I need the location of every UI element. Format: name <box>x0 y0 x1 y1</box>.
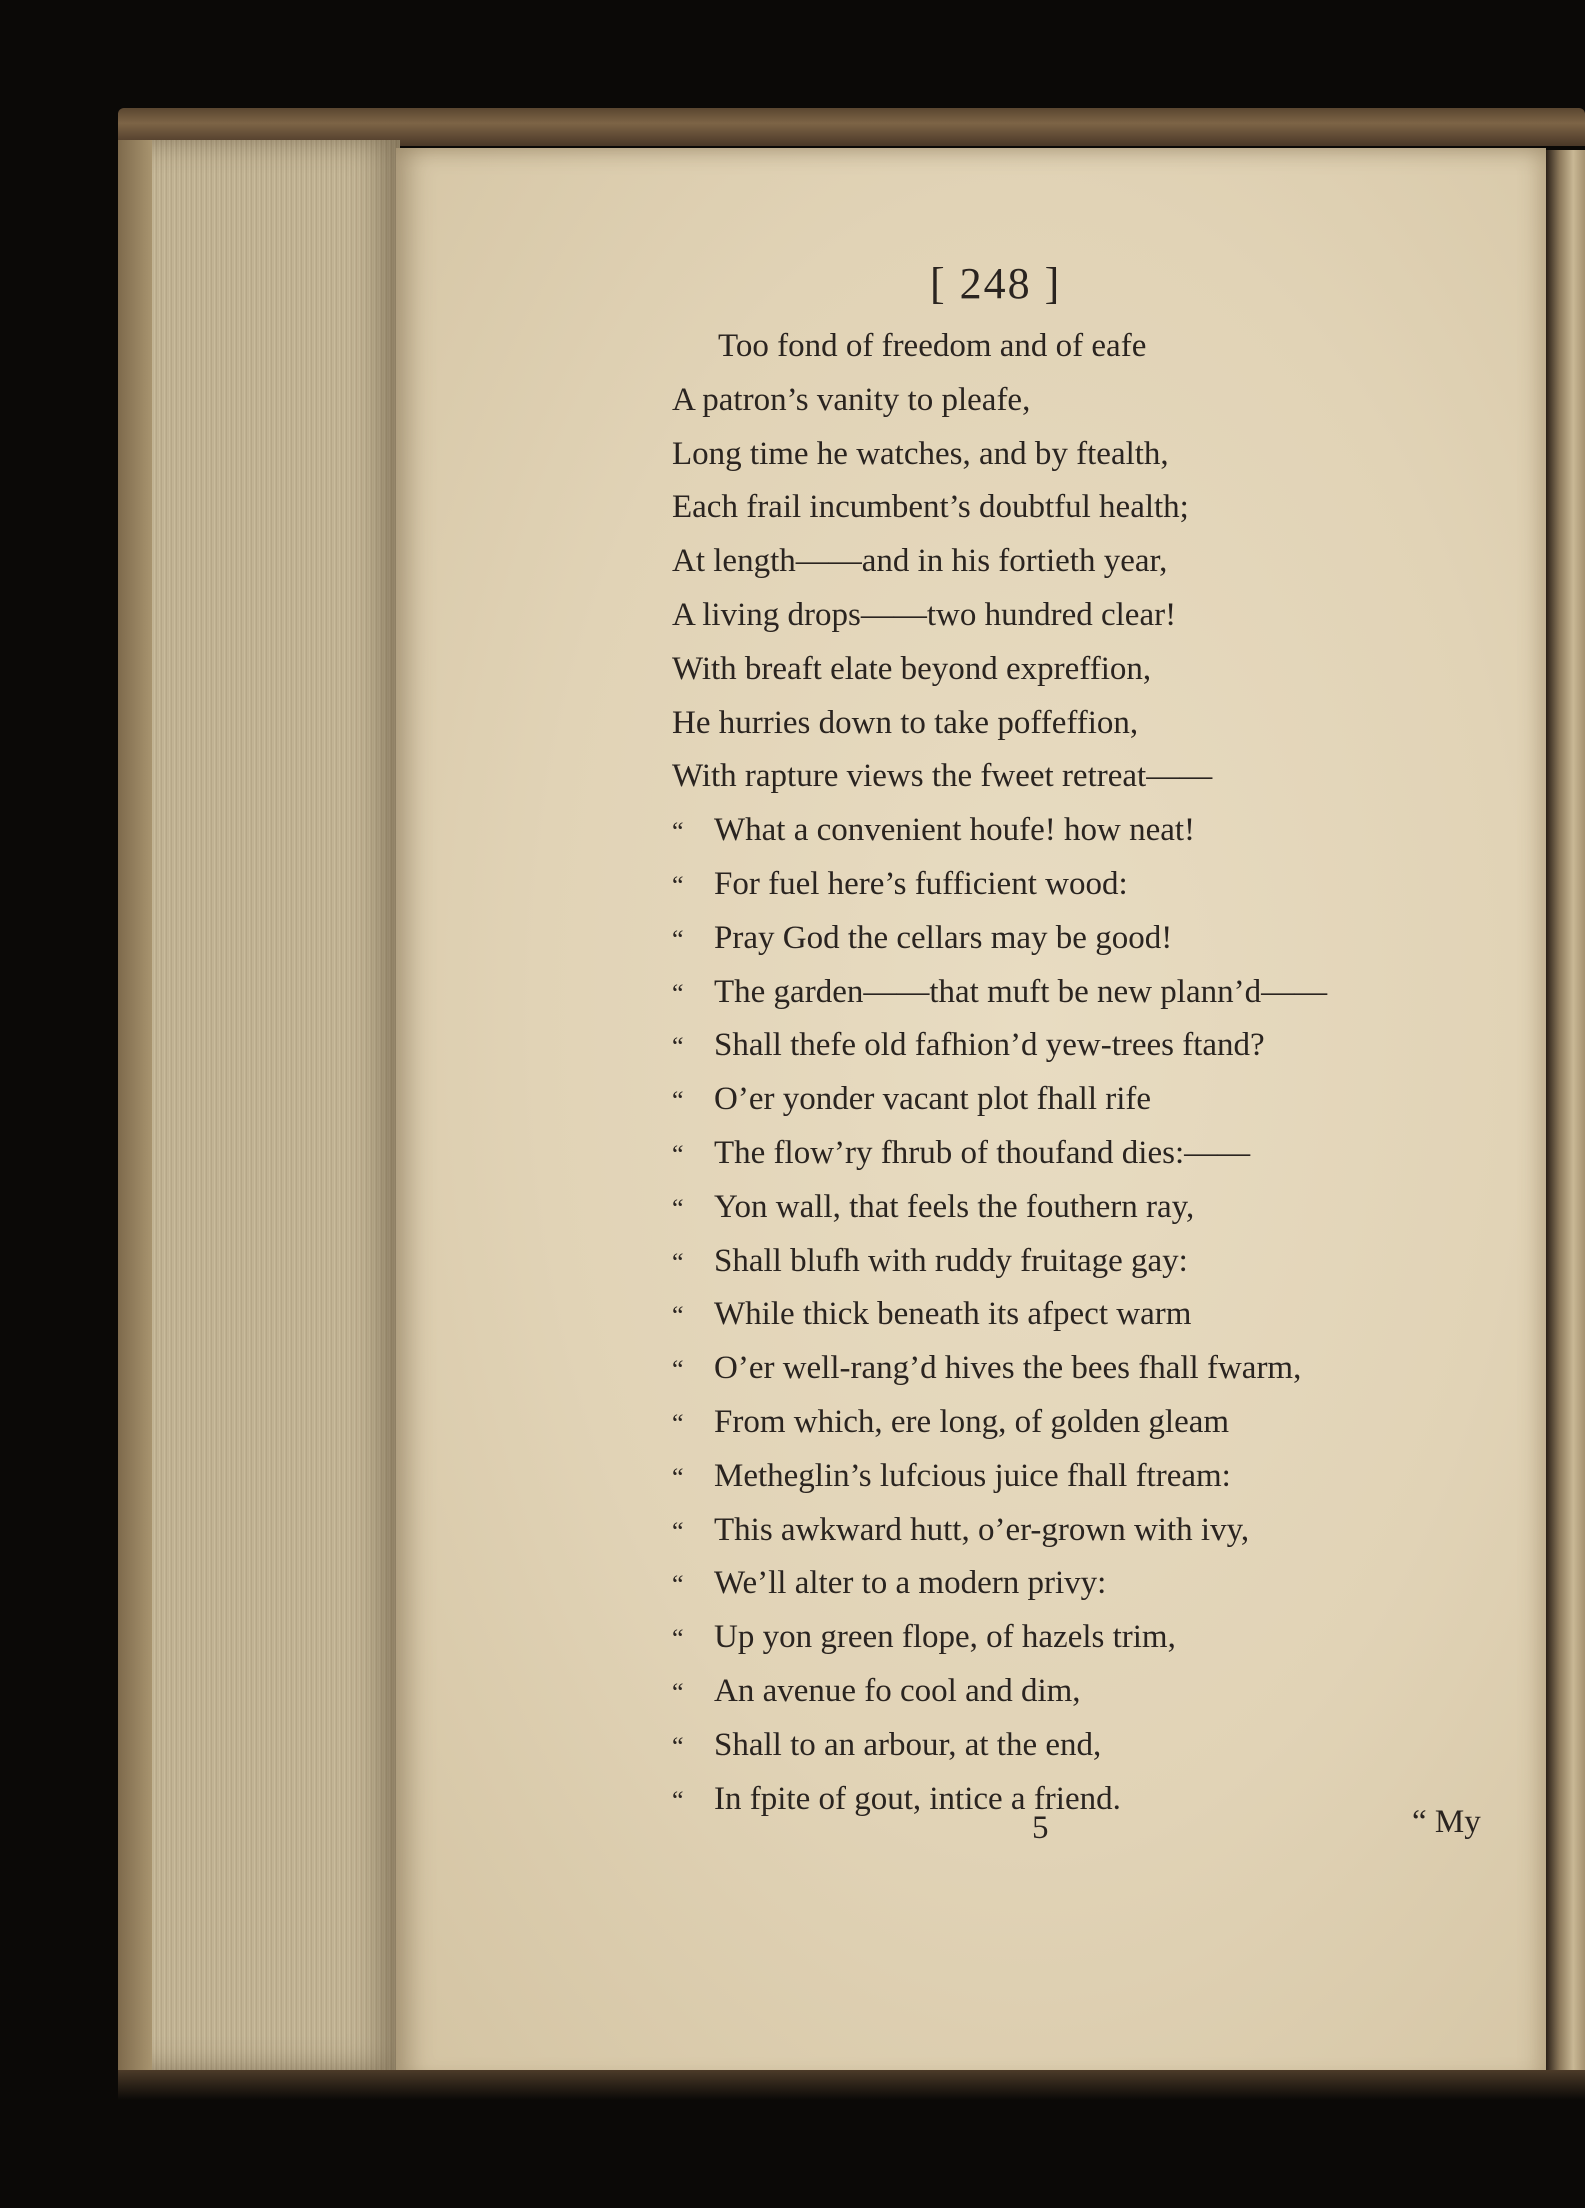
poem-line-text: Metheglin’s lufcious juice fhall ftream: <box>714 1457 1231 1494</box>
quotation-mark: “ <box>672 1462 684 1492</box>
quotation-mark: “ <box>672 1785 684 1815</box>
poem-line <box>672 1719 1327 1773</box>
quotation-mark: “ <box>672 1677 684 1707</box>
poem-line <box>672 697 1327 751</box>
poem-line <box>672 1288 1327 1342</box>
poem-line <box>672 1127 1327 1181</box>
poem-line-text: For fuel here’s fufficient wood: <box>714 865 1128 902</box>
poem-line-text: In fpite of gout, intice a friend. <box>714 1780 1121 1817</box>
poem-line-text: The flow’ry fhrub of thoufand dies:—— <box>714 1134 1251 1171</box>
poem-line-text: Yon wall, that feels the fouthern ray, <box>714 1188 1195 1225</box>
poem-line-text: He hurries down to take poffeffion, <box>672 704 1139 741</box>
poem-line-text: Up yon green flope, of hazels trim, <box>714 1619 1176 1656</box>
poem-line-text: Pray God the cellars may be good! <box>714 919 1173 956</box>
poem-line <box>672 374 1327 428</box>
quotation-mark: “ <box>672 1624 684 1654</box>
poem-line <box>672 750 1327 804</box>
poem-line <box>672 1019 1327 1073</box>
poem-line-text: Shall thefe old fafhion’d yew-trees ftand? <box>714 1027 1265 1064</box>
poem-line <box>672 643 1327 697</box>
poem-line-text: Long time he watches, and by ftealth, <box>672 435 1169 472</box>
book-bottom-edge <box>118 2070 1585 2100</box>
poem-line <box>672 1396 1327 1450</box>
quotation-mark: “ <box>672 870 684 900</box>
poem-line-text: While thick beneath its afpect warm <box>714 1296 1192 1333</box>
poem-line-text: What a convenient houfe! how neat! <box>714 812 1196 849</box>
poem-line <box>672 428 1327 482</box>
page-block-edge <box>118 140 400 2070</box>
poem-line <box>672 1557 1327 1611</box>
poem-line <box>672 535 1327 589</box>
quotation-mark: “ <box>672 1032 684 1062</box>
poem-line <box>672 966 1327 1020</box>
quotation-mark: “ <box>672 1355 684 1385</box>
quotation-mark: “ <box>672 924 684 954</box>
poem-line <box>672 481 1327 535</box>
poem-line-text: O’er well-rang’d hives the bees fhall fwarm, <box>714 1350 1302 1387</box>
quotation-mark: “ <box>672 817 684 847</box>
quotation-mark: “ <box>672 1731 684 1761</box>
poem-line-text: Shall blufh with ruddy fruitage gay: <box>714 1242 1188 1279</box>
poem-line-text: Each frail incumbent’s doubtful health; <box>672 489 1189 526</box>
poem-line <box>672 1235 1327 1289</box>
quotation-mark: “ <box>672 1570 684 1600</box>
poem-line-text: Shall to an arbour, at the end, <box>714 1726 1102 1763</box>
quotation-mark: “ <box>672 1301 684 1331</box>
poem-line <box>672 804 1327 858</box>
poem-line <box>672 1342 1327 1396</box>
poem-text <box>672 320 1327 1826</box>
poem-line <box>672 858 1327 912</box>
quotation-mark: “ <box>672 1139 684 1169</box>
poem-line-text: An avenue fo cool and dim, <box>714 1672 1081 1709</box>
poem-line-text: With rapture views the fweet retreat—— <box>672 758 1213 795</box>
quotation-mark: “ <box>672 978 684 1008</box>
quotation-mark: “ <box>672 1193 684 1223</box>
poem-line <box>672 912 1327 966</box>
poem-line <box>672 589 1327 643</box>
poem-line <box>672 320 1327 374</box>
poem-line-text: With breaft elate beyond expreffion, <box>672 650 1152 687</box>
poem-line <box>672 1181 1327 1235</box>
poem-line <box>672 1665 1327 1719</box>
poem-line <box>672 1450 1327 1504</box>
poem-line-text: Too fond of freedom and of eafe <box>718 328 1147 364</box>
poem-line-text: A living drops——two hundred clear! <box>672 596 1177 633</box>
quotation-mark: “ <box>672 1247 684 1277</box>
poem-line <box>672 1073 1327 1127</box>
quotation-mark: “ <box>672 1408 684 1438</box>
catchword: “ My <box>1412 1804 1481 1840</box>
quotation-mark: “ <box>672 1086 684 1116</box>
signature-mark: 5 <box>1032 1810 1049 1846</box>
poem-line-text: O’er yonder vacant plot fhall rife <box>714 1081 1152 1118</box>
page-number: [ 248 ] <box>930 259 1062 308</box>
poem-line-text: From which, ere long, of golden gleam <box>714 1403 1230 1440</box>
facing-page-edge <box>1546 150 1585 2090</box>
poem-line-text: The garden——that muft be new plann’d—— <box>714 973 1328 1010</box>
poem-line-text: This awkward hutt, o’er-grown with ivy, <box>714 1511 1250 1548</box>
poem-line <box>672 1773 1327 1827</box>
poem-line-text: A patron’s vanity to pleafe, <box>672 381 1031 418</box>
poem-line-text: We’ll alter to a modern privy: <box>714 1565 1107 1602</box>
poem-line <box>672 1504 1327 1558</box>
quotation-mark: “ <box>672 1516 684 1546</box>
poem-line <box>672 1611 1327 1665</box>
poem-line-text: At length——and in his fortieth year, <box>672 543 1168 580</box>
